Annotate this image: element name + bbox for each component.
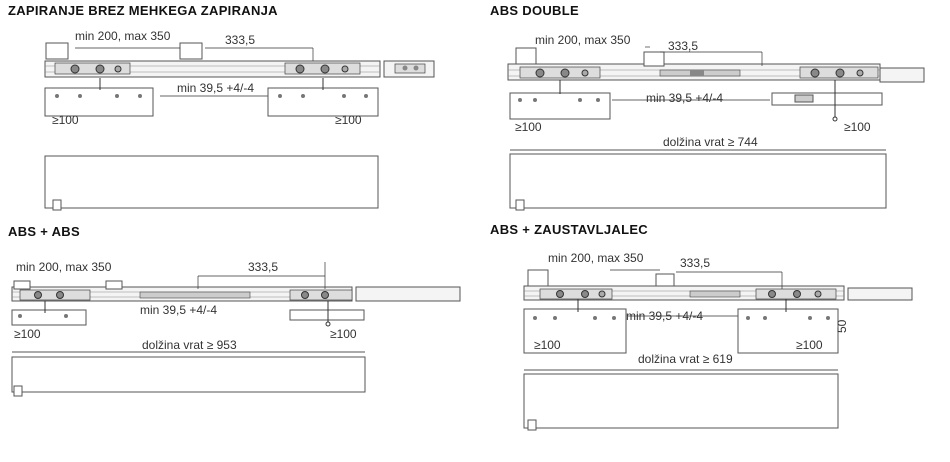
label-gap: min 39,5 +4/-4: [177, 81, 255, 95]
label-pitch: 333,5: [248, 260, 279, 274]
label-left-min: ≥100: [52, 113, 79, 127]
label-pitch: 333,5: [680, 256, 711, 270]
carriage-right: [756, 289, 836, 299]
damper-mid: [690, 291, 740, 297]
door-lower: [524, 374, 838, 428]
panel-title-2: ABS DOUBLE: [490, 3, 579, 18]
label-pitch: 333,5: [225, 33, 256, 47]
label-gap: min 39,5 +4/-4: [646, 91, 724, 105]
label-left-min: ≥100: [515, 120, 542, 134]
label-left-min: ≥100: [534, 338, 561, 352]
label-gap: min 39,5 +4/-4: [626, 309, 704, 323]
panel-title-4: ABS + ZAUSTAVLJALEC: [490, 222, 648, 237]
label-left-min: ≥100: [14, 327, 41, 341]
label-door-width: dolžina vrat ≥ 619: [638, 352, 733, 366]
panel-title-1: ZAPIRANJE BREZ MEHKEGA ZAPIRANJA: [8, 3, 278, 18]
carriage-left: [540, 289, 612, 299]
label-range: min 200, max 350: [535, 33, 631, 47]
label-range: min 200, max 350: [548, 251, 644, 265]
label-door-width: dolžina vrat ≥ 744: [663, 135, 758, 149]
label-right-min: ≥100: [335, 113, 362, 127]
label-gap: min 39,5 +4/-4: [140, 303, 218, 317]
label-pitch: 333,5: [668, 39, 699, 53]
label-right-min: ≥100: [796, 338, 823, 352]
bracket-mid: [656, 274, 674, 286]
label-height: 50: [835, 319, 849, 333]
label-range: min 200, max 350: [75, 29, 171, 43]
label-right-min: ≥100: [844, 120, 871, 134]
bracket-left: [528, 270, 548, 286]
panel-title-3: ABS + ABS: [8, 224, 80, 239]
label-right-min: ≥100: [330, 327, 357, 341]
label-range: min 200, max 350: [16, 260, 112, 274]
label-door-width: dolžina vrat ≥ 953: [142, 338, 237, 352]
door-panel-right: [738, 309, 838, 353]
rail-extension: [848, 288, 912, 300]
